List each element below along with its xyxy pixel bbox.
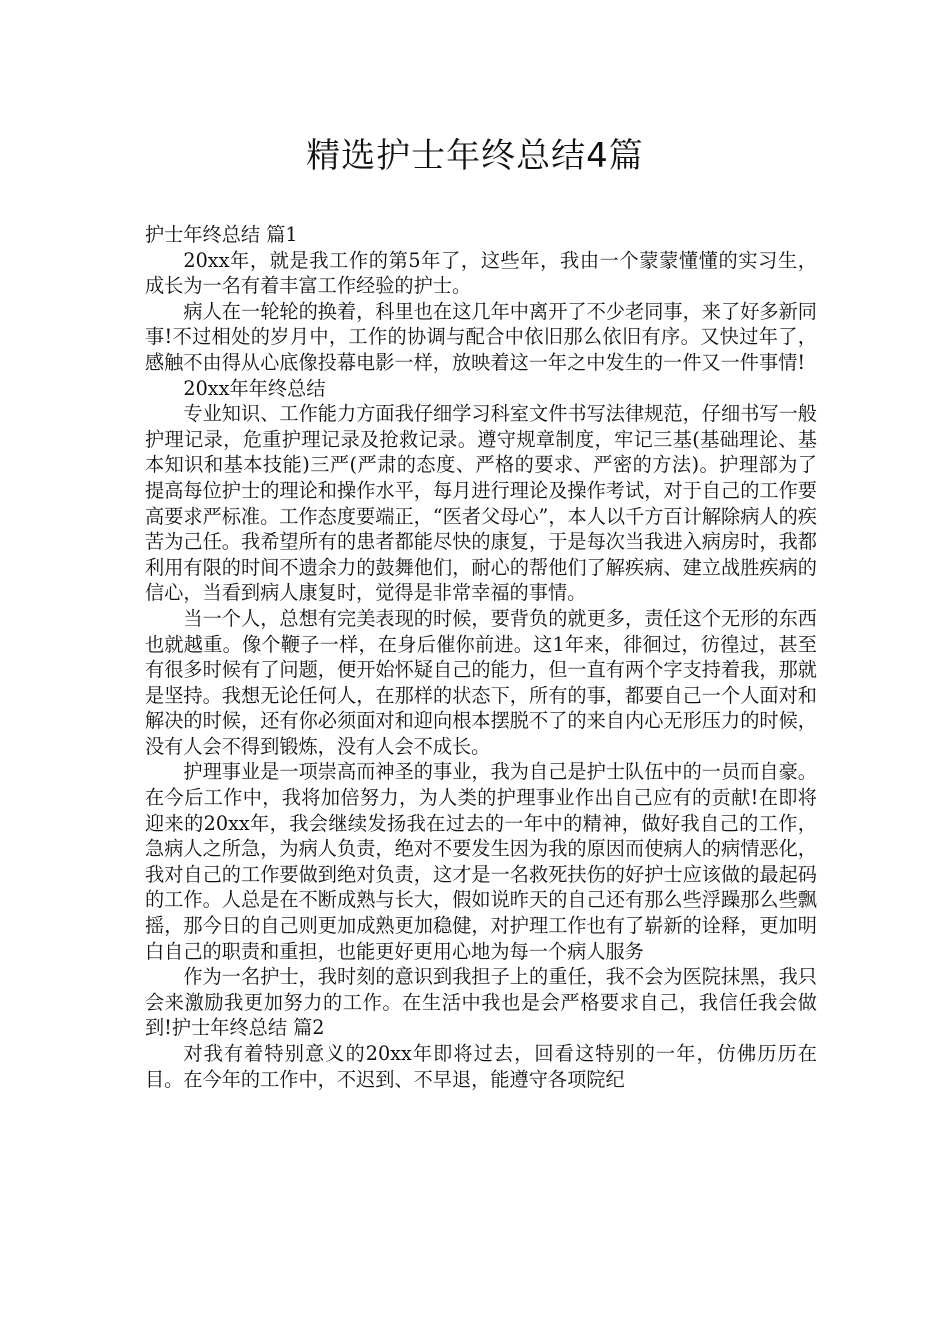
section-heading-1: 护士年终总结 篇1 (145, 223, 298, 246)
paragraph: 病人在一轮轮的换着，科里也在这几年中离开了不少老同事，来了好多新同事!不过相处的岁月中，工作的协调与配合中依旧那么依旧有序。又快过年了，感触不由得从心底像投幕电影一样，放映着这一年之中发生的一件又一件事情! (145, 299, 817, 374)
document-body (145, 222, 817, 1092)
paragraph: 20xx年，就是我工作的第5年了，这些年，我由一个蒙蒙懂懂的实习生，成长为一名有着丰富工作经验的护士。 (145, 248, 817, 298)
paragraph: 作为一名护士，我时刻的意识到我担子上的重任，我不会为医院抹黑，我只会来激励我更加努力的工作。在生活中我也是会严格要求自己，我信任我会做到!护士年终总结 篇2 (145, 965, 817, 1040)
paragraph: 当一个人，总想有完美表现的时候，要背负的就更多，责任这个无形的东西也就越重。像个鞭子一样，在身后催你前进。这1年来，徘徊过，彷徨过，甚至有很多时候有了问题，便开始怀疑自己的能力，但一直有两个字支持着我，那就是坚持。我想无论任何人，在那样的状态下，所有的事，都要自己一个人面对和解决的时候，还有你必须面对和迎向根本摆脱不了的来自内心无形压力的时候，没有人会不得到锻炼，没有人会不成长。 (145, 606, 817, 758)
paragraph: 对我有着特别意义的20xx年即将过去，回看这特别的一年，仿佛历历在目。在今年的工作中，不迟到、不早退，能遵守各项院纪 (145, 1042, 817, 1091)
paragraph: 专业知识、工作能力方面我仔细学习科室文件书写法律规范，仔细书写一般护理记录，危重护理记录及抢救记录。遵守规章制度，牢记三基(基础理论、基本知识和基本技能)三严(严肃的态度、严格的要求、严密的方法)。护理部为了提高每位护士的理论和操作水平，每月进行理论及操作考试，对于自己的工作要高要求严标准。工作态度要端正，“医者父母心”，本人以千方百计解除病人的疾苦为己任。我希望所有的患者都能尽快的康复，于是每次当我进入病房时，我都利用有限的时间不遗余力的鼓舞他们，耐心的帮他们了解疾病、建立战胜疾病的信心，当看到病人康复时，觉得是非常幸福的事情。 (145, 402, 817, 605)
document-title: 精选护士年终总结4篇 (306, 136, 644, 176)
paragraph: 护理事业是一项崇高而神圣的事业，我为自己是护士队伍中的一员而自豪。在今后工作中，我将加倍努力，为人类的护理事业作出自己应有的贡献!在即将迎来的20xx年，我会继续发扬我在过去的一年中的精神，做好我自己的工作，急病人之所急，为病人负责，绝对不要发生因为我的原因而使病人的病情恶化，我对自己的工作要做到绝对负责，这才是一名救死扶伤的好护士应该做的最起码的工作。人总是在不断成熟与长大，假如说昨天的自己还有那么些浮躁那么些飘摇，那今日的自己则更加成熟更加稳健，对护理工作也有了崭新的诠释，更加明白自己的职责和重担，也能更好更用心地为每一个病人服务 (145, 760, 817, 963)
subheading: 20xx年年终总结 (183, 376, 326, 400)
